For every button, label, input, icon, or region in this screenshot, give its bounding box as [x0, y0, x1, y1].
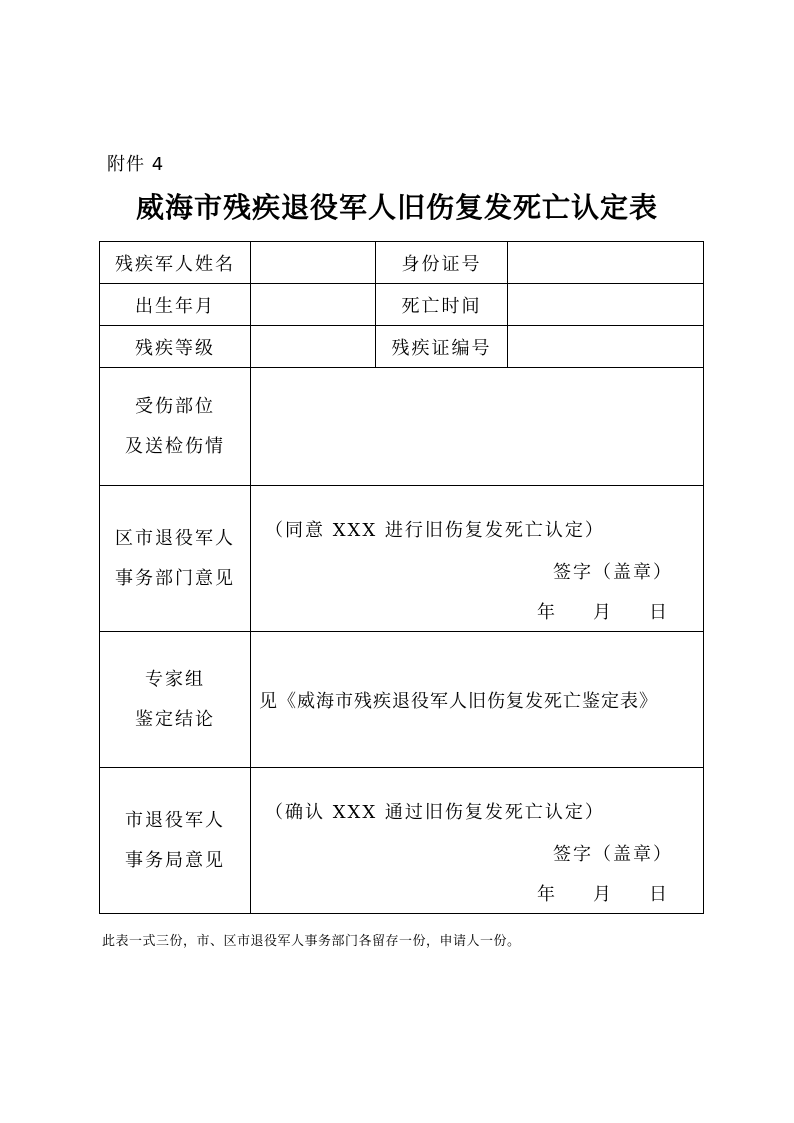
district-date-line: [537, 598, 669, 624]
district-opinion-label-line1: 区市退役军人: [115, 527, 235, 549]
city-date-month: 月: [593, 884, 613, 905]
name-label: 残疾军人姓名: [100, 242, 251, 284]
district-signature-label: 签字（盖章）: [553, 562, 673, 583]
city-date-line: [537, 880, 669, 906]
city-date-day: 日: [649, 884, 669, 905]
district-opinion-label: [100, 486, 251, 632]
disability-level-field[interactable]: [251, 326, 376, 368]
expert-label-line2: 鉴定结论: [135, 708, 215, 730]
table-row-injury: [100, 368, 704, 486]
table-row-expert: [100, 632, 704, 768]
table-row-birth-death: [100, 284, 704, 326]
city-opinion-field[interactable]: [251, 768, 704, 914]
injury-field[interactable]: [251, 368, 704, 486]
district-opinion-text: （同意 XXX 进行旧伤复发死亡认定）: [265, 520, 605, 541]
death-time-field[interactable]: [508, 284, 704, 326]
birth-date-field[interactable]: [251, 284, 376, 326]
birth-date-label: 出生年月: [100, 284, 251, 326]
city-opinion-label-line1: 市退役军人: [125, 809, 225, 831]
expert-label-line1: 专家组: [145, 668, 205, 690]
city-date-year: 年: [537, 884, 557, 905]
table-row-disability: [100, 326, 704, 368]
city-opinion-text: （确认 XXX 通过旧伤复发死亡认定）: [265, 802, 605, 823]
id-number-label: 身份证号: [376, 242, 508, 284]
expert-conclusion-label: [100, 632, 251, 768]
district-date-month: 月: [593, 602, 613, 623]
district-opinion-field[interactable]: [251, 486, 704, 632]
district-opinion-label-line2: 事务部门意见: [115, 567, 235, 589]
recognition-form-table: [99, 241, 704, 914]
name-field[interactable]: [251, 242, 376, 284]
expert-conclusion-field[interactable]: 见《威海市残疾退役军人旧伤复发死亡鉴定表》: [251, 632, 704, 768]
footnote: 此表一式三份，市、区市退役军人事务部门各留存一份，申请人一份。: [102, 934, 521, 949]
table-row-name-id: [100, 242, 704, 284]
injury-label: [100, 368, 251, 486]
city-opinion-label: [100, 768, 251, 914]
injury-label-line2: 及送检伤情: [125, 435, 225, 457]
city-opinion-label-line2: 事务局意见: [125, 849, 225, 871]
city-signature-label: 签字（盖章）: [553, 844, 673, 865]
death-time-label: 死亡时间: [376, 284, 508, 326]
disability-level-label: 残疾等级: [100, 326, 251, 368]
district-date-year: 年: [537, 602, 557, 623]
table-row-city-opinion: [100, 768, 704, 914]
injury-label-line1: 受伤部位: [135, 395, 215, 417]
disability-cert-field[interactable]: [508, 326, 704, 368]
page-title: 威海市残疾退役军人旧伤复发死亡认定表: [135, 191, 658, 224]
table-row-district-opinion: [100, 486, 704, 632]
disability-cert-label: 残疾证编号: [376, 326, 508, 368]
attachment-label: 附件 4: [107, 154, 165, 175]
id-number-field[interactable]: [508, 242, 704, 284]
district-date-day: 日: [649, 602, 669, 623]
